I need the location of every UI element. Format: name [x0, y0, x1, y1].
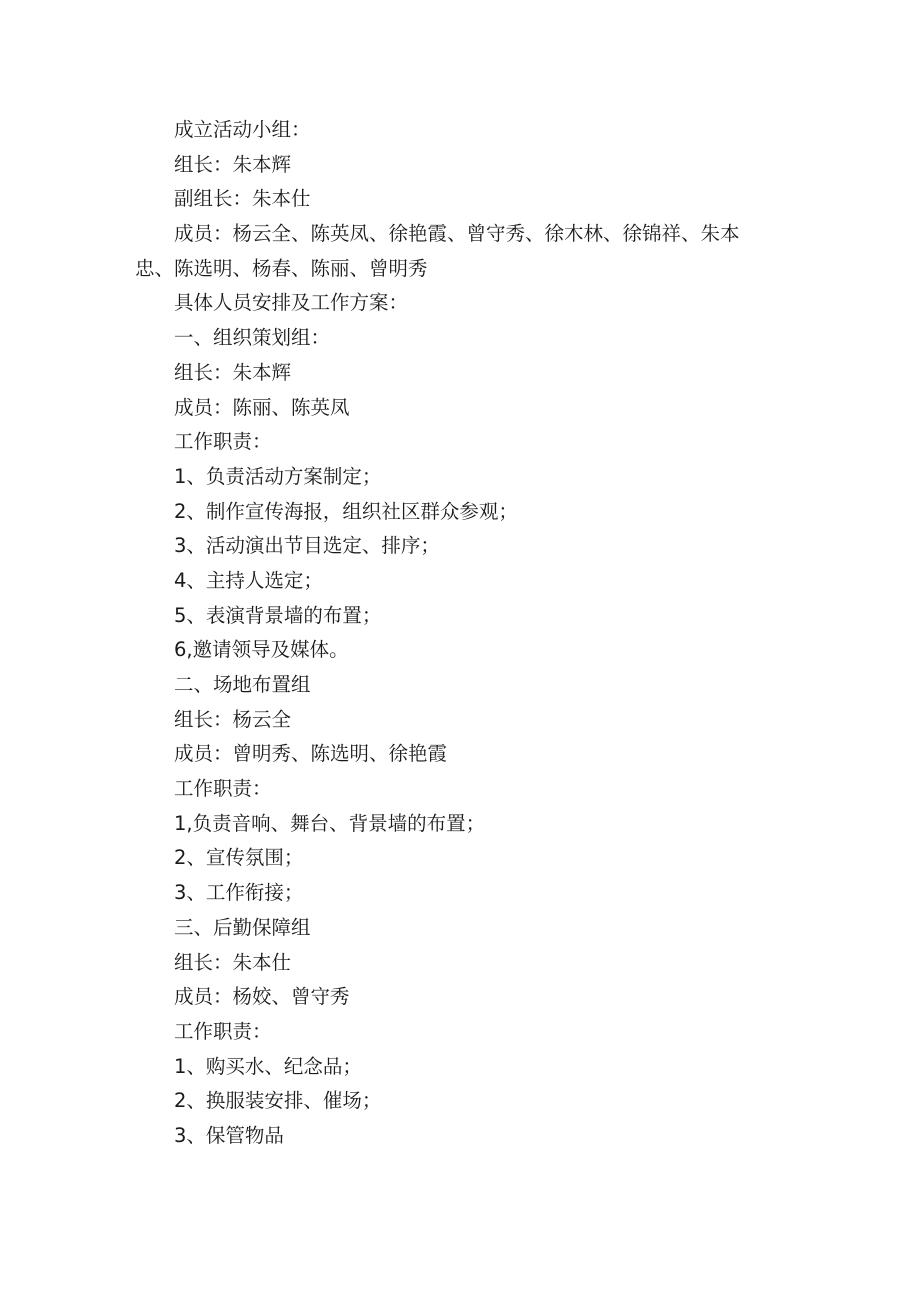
list-item: 1、购买水、纪念品； — [174, 1054, 362, 1078]
group-leader: 组长：朱本辉 — [174, 152, 292, 176]
section-heading-logistics: 三、后勤保障组 — [174, 915, 311, 939]
section-heading-planning: 一、组织策划组： — [174, 326, 331, 350]
list-item: 5、表演背景墙的布置； — [174, 603, 382, 627]
section-heading-venue: 二、场地布置组 — [174, 673, 311, 697]
planning-members: 成员：陈丽、陈英凤 — [174, 395, 350, 419]
list-item: 3、活动演出节目选定、排序； — [174, 534, 440, 558]
list-item: 3、工作衔接； — [174, 881, 304, 905]
heading-form-group: 成立活动小组： — [174, 118, 311, 141]
planning-leader: 组长：朱本辉 — [174, 360, 292, 384]
list-item: 3、保管物品 — [174, 1123, 284, 1147]
document-body — [135, 113, 775, 1154]
list-item: 6,邀请领导及媒体。 — [174, 638, 349, 662]
list-item: 2、宣传氛围； — [174, 846, 304, 870]
list-item: 1、负责活动方案制定； — [174, 464, 382, 488]
logistics-duties-label: 工作职责： — [174, 1019, 272, 1043]
logistics-members: 成员：杨姣、曾守秀 — [174, 985, 350, 1009]
heading-arrangement: 具体人员安排及工作方案： — [174, 291, 409, 315]
list-item: 4、主持人选定； — [174, 568, 323, 592]
list-item: 1,负责音响、舞台、背景墙的布置； — [174, 811, 486, 835]
deputy-group-leader: 副组长：朱本仕 — [174, 187, 311, 211]
logistics-leader: 组长：朱本仕 — [174, 950, 292, 974]
list-item: 2、制作宣传海报，组织社区群众参观； — [174, 499, 518, 523]
group-members: 成员：杨云全、陈英凤、徐艳霞、曾守秀、徐木林、徐锦祥、朱本忠、陈选明、杨春、陈丽、曾明秀 — [135, 222, 740, 280]
planning-duties-label: 工作职责： — [174, 430, 272, 454]
list-item: 2、换服装安排、催场； — [174, 1089, 382, 1113]
venue-members: 成员：曾明秀、陈选明、徐艳霞 — [174, 742, 448, 766]
venue-leader: 组长：杨云全 — [174, 707, 292, 731]
venue-duties-label: 工作职责： — [174, 777, 272, 801]
